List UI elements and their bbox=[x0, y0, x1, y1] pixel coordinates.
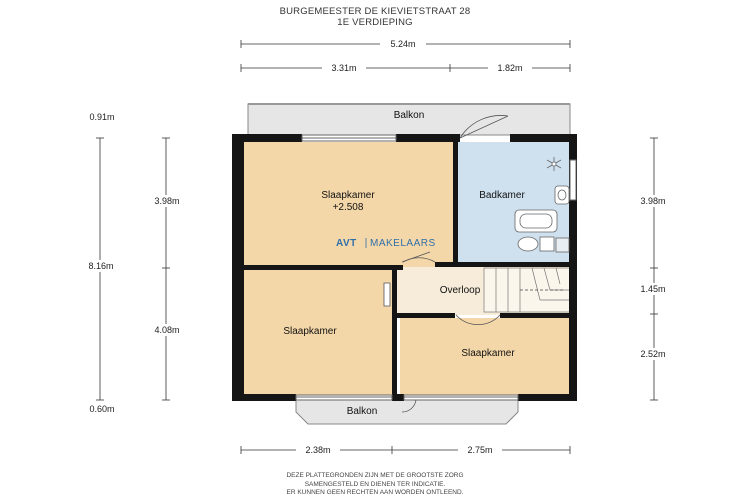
label-landing: Overloop bbox=[439, 285, 481, 296]
brand-left: AVT bbox=[336, 238, 357, 249]
dim-right-upper: 3.98m bbox=[640, 196, 666, 206]
dim-bottom-left: 2.38m bbox=[305, 445, 331, 455]
dim-left-upper: 3.98m bbox=[154, 196, 180, 206]
dim-left-balcony-bottom: 0.60m bbox=[89, 404, 115, 414]
label-balcony-top: Balkon bbox=[393, 110, 425, 121]
bathtub-icon bbox=[515, 210, 557, 232]
dim-bottom-right: 2.75m bbox=[467, 445, 493, 455]
dim-left-lower: 4.08m bbox=[154, 325, 180, 335]
disclaimer-line-3: ER KUNNEN GEEN RECHTEN AAN WORDEN ONTLEEND. bbox=[286, 489, 464, 496]
floor-title: 1E VERDIEPING bbox=[337, 17, 413, 28]
dim-right-lower: 2.52m bbox=[640, 349, 666, 359]
label-bathroom: Badkamer bbox=[479, 190, 525, 201]
disclaimer-line-2: SAMENGESTELD EN DIENEN TER INDICATIE. bbox=[304, 480, 446, 488]
dim-left-balcony-top: 0.91m bbox=[89, 112, 115, 122]
label-bedroom-main: Slaapkamer bbox=[321, 190, 375, 201]
disclaimer-line-1: DEZE PLATTEGRONDEN ZIJN MET DE GROOTSTE ZORG bbox=[286, 472, 464, 479]
label-bedroom-left: Slaapkamer bbox=[283, 326, 337, 337]
dim-top-left: 3.31m bbox=[331, 63, 357, 73]
balcony-bottom bbox=[296, 400, 518, 424]
dim-right-middle: 1.45m bbox=[640, 284, 666, 294]
sink-icon bbox=[555, 186, 569, 204]
disclaimer bbox=[0, 472, 750, 498]
address-title: BURGEMEESTER DE KIEVIETSTRAAT 28 bbox=[279, 6, 471, 17]
dim-left-total: 8.16m bbox=[88, 261, 114, 271]
label-bedroom-right: Slaapkamer bbox=[461, 348, 515, 359]
label-balcony-bottom: Balkon bbox=[346, 406, 378, 417]
dim-top-total: 5.24m bbox=[390, 39, 416, 49]
staircase bbox=[484, 268, 570, 312]
brand-right: MAKELAARS bbox=[370, 238, 436, 249]
label-bedroom-main-level: +2.508 bbox=[332, 202, 364, 213]
brand-watermark bbox=[336, 238, 436, 249]
dim-top-right: 1.82m bbox=[497, 63, 523, 73]
